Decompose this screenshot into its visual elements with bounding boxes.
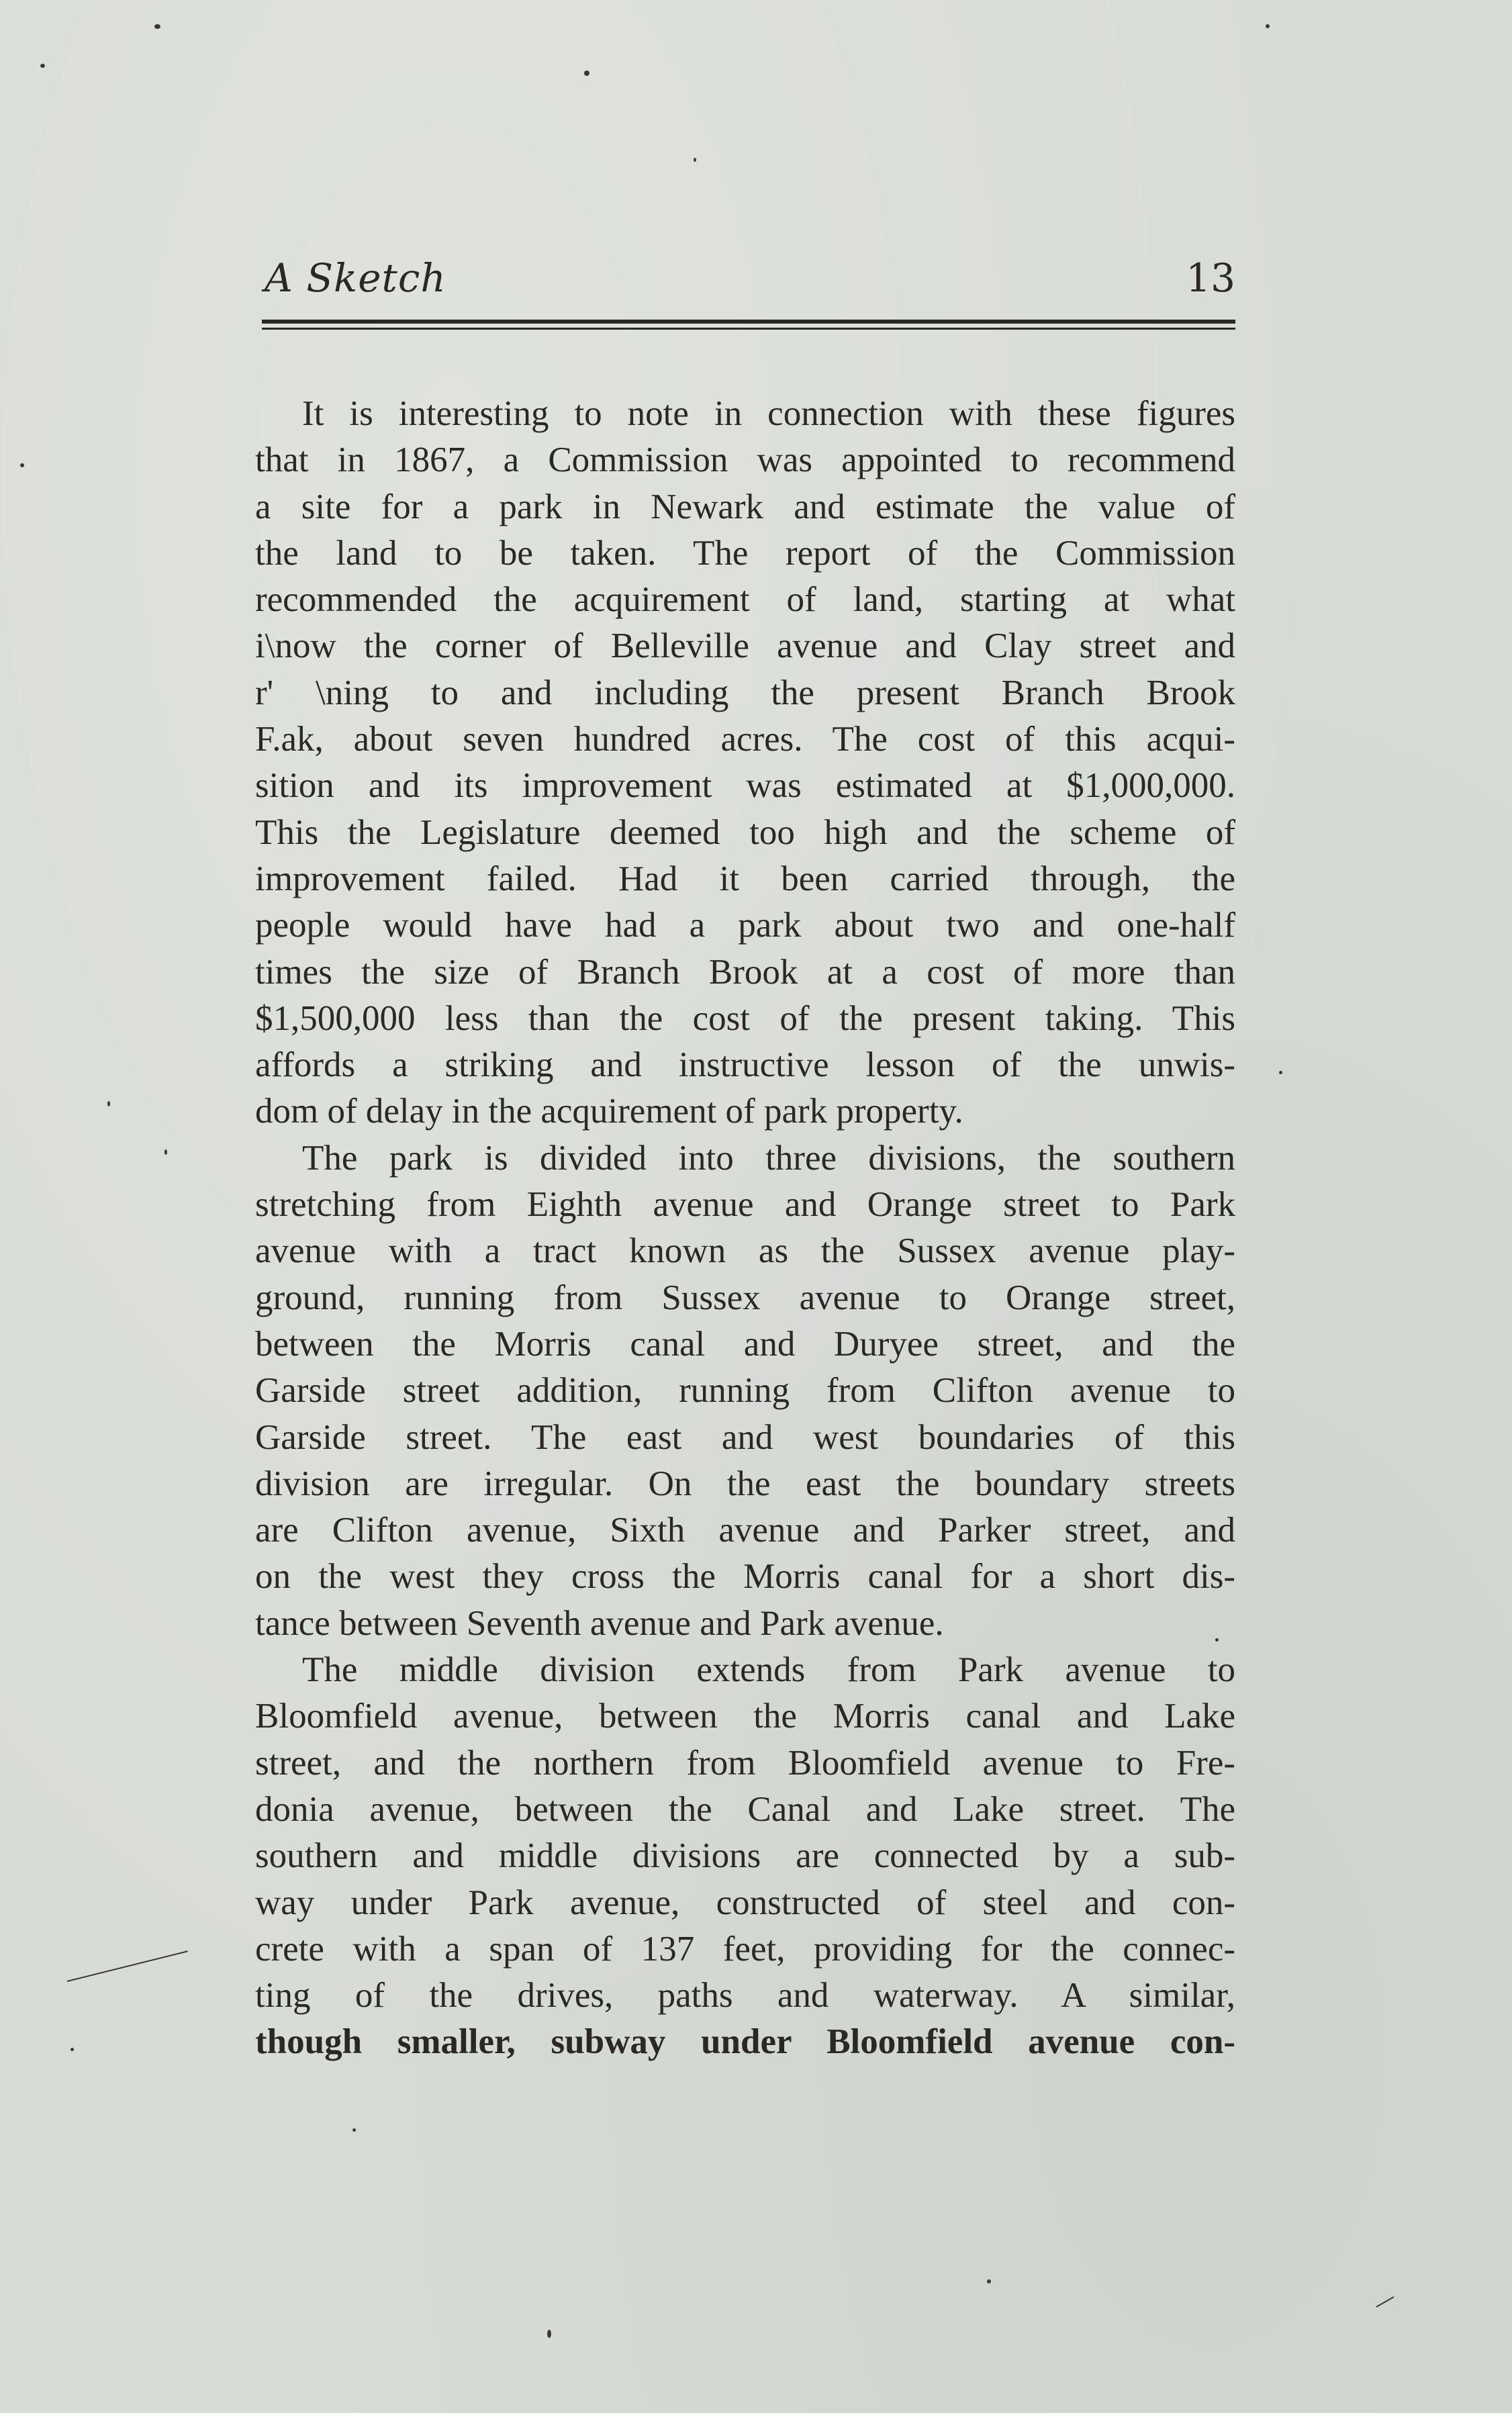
scan-speck (1215, 1638, 1219, 1642)
text-line: stretching from Eighth avenue and Orange street to Park (255, 1185, 1235, 1225)
text-line: on the west they cross the Morris canal for a short dis- (255, 1557, 1235, 1597)
scan-speck (352, 2128, 356, 2132)
text-line: dom of delay in the acquirement of park property. (255, 1092, 963, 1131)
text-line: ground, running from Sussex avenue to Orange street, (255, 1278, 1235, 1317)
text-line: though smaller, subway under Bloomfield avenue con- (255, 2022, 1235, 2062)
text-line: times the size of Branch Brook at a cost of more than (255, 952, 1235, 992)
scan-speck (154, 24, 160, 29)
text-line: division are irregular. On the east the boundary streets (255, 1464, 1235, 1503)
text-line: street, and the northern from Bloomfield avenue to Fre- (255, 1743, 1235, 1783)
text-line: people would have had a park about two and one-half (255, 906, 1235, 945)
scan-speck (1266, 24, 1270, 28)
header-rule-thin (262, 328, 1235, 330)
body-text (255, 391, 1235, 2066)
text-line: the land to be taken. The report of the Commission (255, 533, 1235, 573)
scan-speck (70, 2048, 74, 2051)
scan-speck (1279, 1071, 1282, 1074)
text-line: Garside street. The east and west boundaries of this (255, 1417, 1235, 1457)
text-line: Bloomfield avenue, between the Morris canal and Lake (255, 1697, 1235, 1736)
text-line: This the Legislature deemed too high and the scheme of (255, 812, 1235, 852)
scan-speck (40, 64, 45, 68)
text-line: are Clifton avenue, Sixth avenue and Parker street, and (255, 1511, 1235, 1550)
text-line: donia avenue, between the Canal and Lake street. The (255, 1789, 1235, 1829)
scan-speck (164, 1149, 167, 1155)
running-head (262, 255, 1235, 302)
running-title: A Sketch (265, 255, 446, 301)
paragraph-3 (255, 1647, 1235, 2066)
text-line: between the Morris canal and Duryee street, and the (255, 1324, 1235, 1364)
scan-speck (694, 158, 696, 162)
scan-speck (107, 1101, 110, 1106)
text-line: r' \ning to and including the present Branch Brook (255, 673, 1235, 712)
text-line: way under Park avenue, constructed of steel and con- (255, 1883, 1235, 1922)
scan-speck (987, 2279, 991, 2283)
text-line: F.ak, about seven hundred acres. The cost of this acqui- (255, 720, 1235, 759)
text-line: crete with a span of 137 feet, providing for the connec- (255, 1929, 1235, 1969)
scan-speck (547, 2330, 551, 2338)
text-line: $1,500,000 less than the cost of the present taking. This (255, 998, 1235, 1038)
text-line: recommended the acquirement of land, starting at what (255, 580, 1235, 620)
text-line: ting of the drives, paths and waterway. A similar, (255, 1976, 1235, 2016)
scan-speck (20, 463, 24, 467)
text-line: Garside street addition, running from Clifton avenue to (255, 1371, 1235, 1411)
text-line: tance between Seventh avenue and Park avenue. (255, 1603, 944, 1643)
scan-scratch (67, 1950, 188, 1982)
text-line: The park is divided into three divisions, the southern (302, 1138, 1235, 1178)
text-line: affords a striking and instructive lesson of the unwis- (255, 1045, 1235, 1085)
text-line: i\now the corner of Belleville avenue and Clay street and (255, 626, 1235, 666)
header-rule-thick (262, 320, 1235, 324)
text-line: The middle division extends from Park avenue to (302, 1650, 1235, 1690)
text-line: that in 1867, a Commission was appointed to recommend (255, 440, 1235, 480)
text-line: southern and middle divisions are connected by a sub- (255, 1836, 1235, 1876)
text-line: improvement failed. Had it been carried through, the (255, 859, 1235, 898)
paragraph-1 (255, 391, 1235, 1135)
text-line: avenue with a tract known as the Sussex avenue play- (255, 1231, 1235, 1271)
page-number: 13 (1186, 255, 1235, 301)
paragraph-2 (255, 1135, 1235, 1647)
scan-scratch (1376, 2296, 1395, 2308)
scan-speck (584, 70, 589, 76)
text-line: sition and its improvement was estimated at $1,000,000. (255, 766, 1235, 806)
text-line: It is interesting to note in connection with these figures (302, 394, 1235, 433)
text-line: a site for a park in Newark and estimate the value of (255, 487, 1235, 526)
